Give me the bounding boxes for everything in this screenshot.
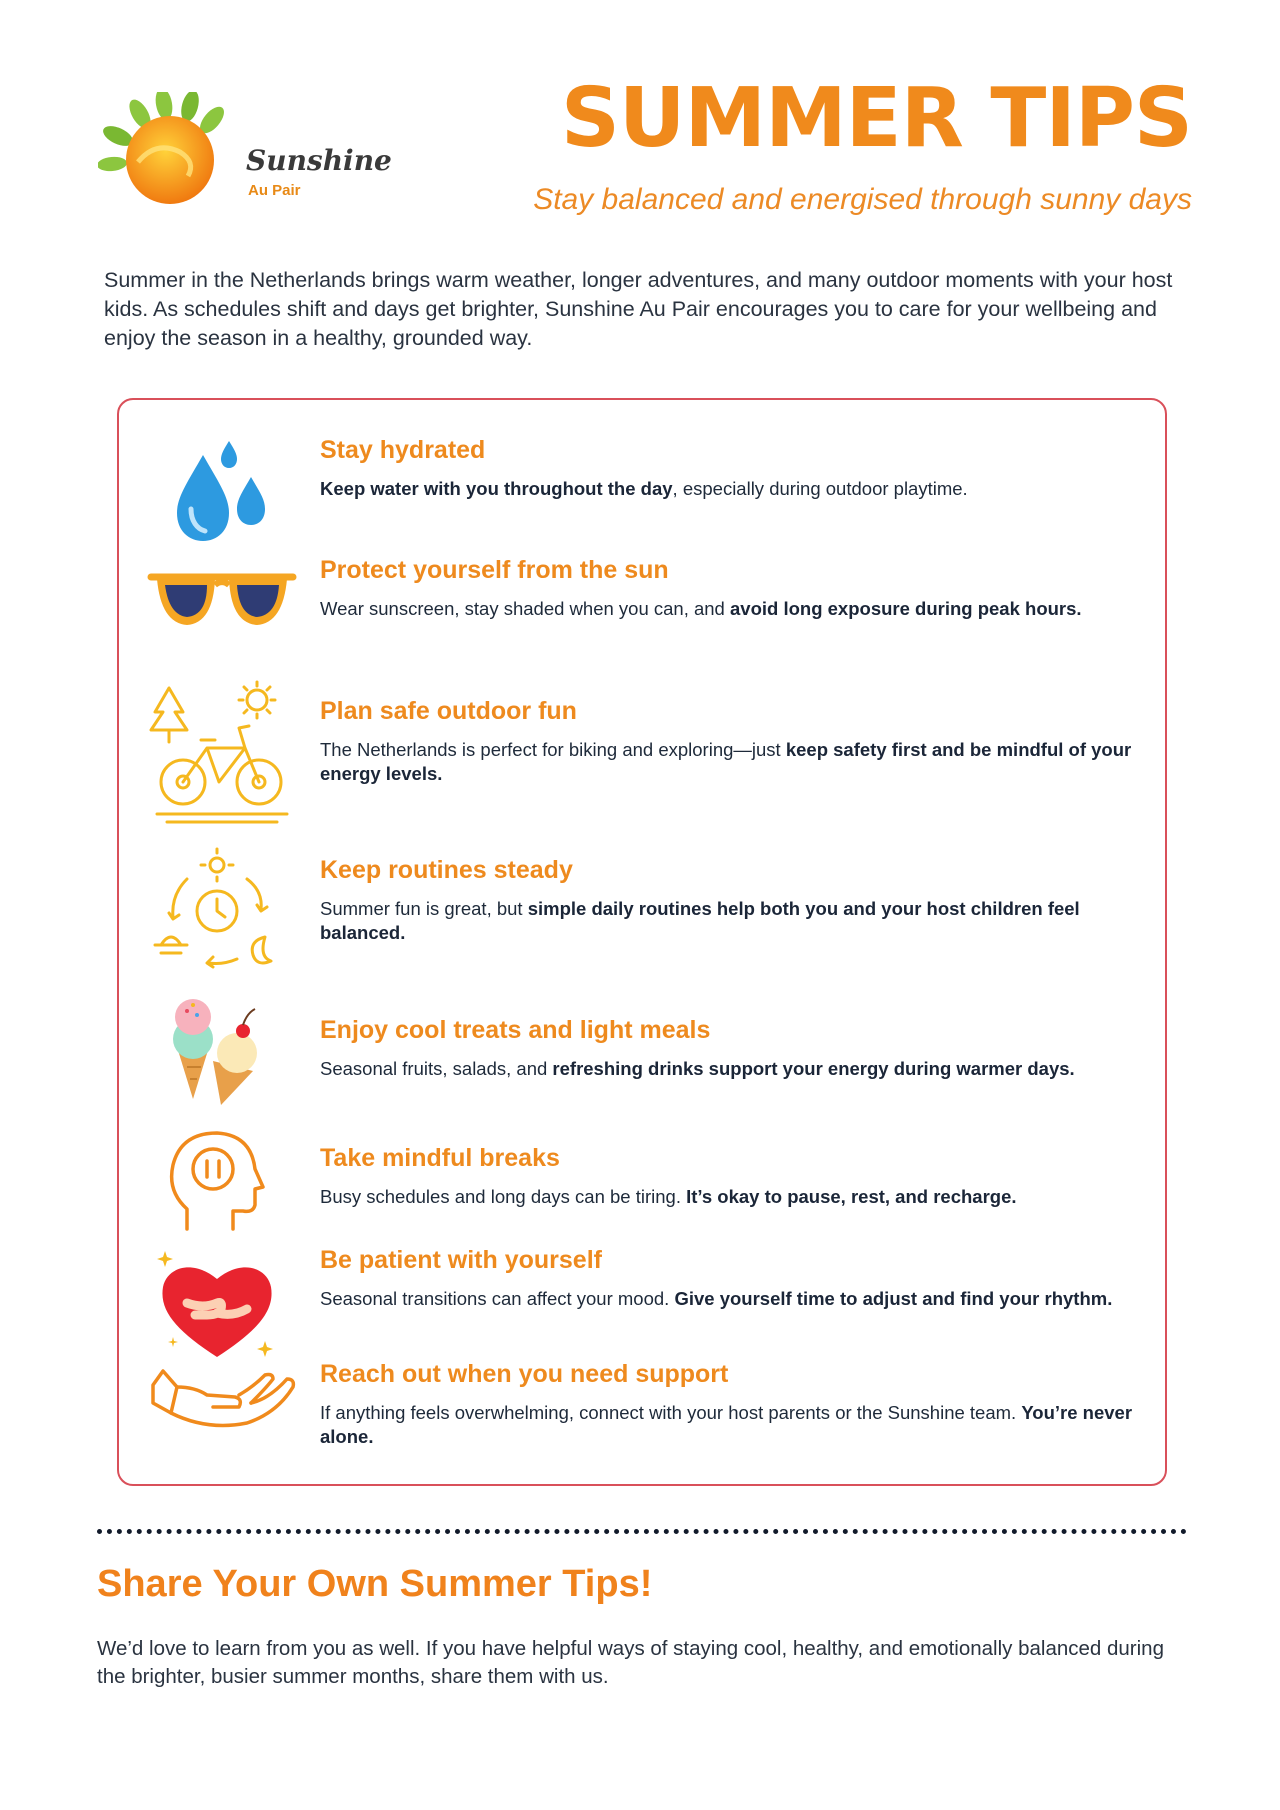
sunglasses-icon: [147, 555, 287, 675]
share-section-title: Share Your Own Summer Tips!: [97, 1563, 653, 1605]
tip-heading: Keep routines steady: [320, 856, 573, 884]
tip-body: Keep water with you throughout the day, especially during outdoor playtime.: [320, 478, 968, 499]
tip-body: Seasonal transitions can affect your mood. Give yourself time to adjust and find your rhythm.: [320, 1288, 1113, 1309]
brand-subname: Au Pair: [248, 182, 301, 199]
intro-paragraph: Summer in the Netherlands brings warm weather, longer adventures, and many outdoor moments with your host kids. As schedules shift and days get brighter, Sunshine Au Pair encourages you to care for your wellbeing and enjoy the season in a healthy, grounded way.: [104, 268, 1173, 350]
water-drops-icon: [147, 435, 287, 555]
tip-body: Summer fun is great, but simple daily routines help both you and your host children feel balanced.: [320, 898, 1080, 943]
tip-heading: Reach out when you need support: [320, 1360, 729, 1388]
support-hand-icon: [147, 1365, 287, 1485]
tip-body: If anything feels overwhelming, connect with your host parents or the Sunshine team. You’re never alone.: [320, 1402, 1133, 1447]
daily-routine-icon: [147, 845, 287, 965]
section-divider: [97, 1529, 1187, 1534]
tip-body: Wear sunscreen, stay shaded when you can, and avoid long exposure during peak hours.: [320, 598, 1082, 619]
tip-heading: Protect yourself from the sun: [320, 556, 669, 584]
mindful-pause-icon: [147, 1125, 287, 1245]
self-hug-heart-icon: [147, 1245, 287, 1365]
tip-heading: Enjoy cool treats and light meals: [320, 1016, 711, 1044]
brand-logo: [98, 92, 398, 212]
page-subtitle: Stay balanced and energised through sunny days: [533, 183, 1192, 216]
tip-body: Busy schedules and long days can be tiring. It’s okay to pause, rest, and recharge.: [320, 1186, 1017, 1207]
tip-heading: Be patient with yourself: [320, 1246, 602, 1274]
tip-body: The Netherlands is perfect for biking and exploring—just keep safety first and be mindful of your energy levels.: [320, 739, 1132, 784]
bike-outdoor-icon: [147, 678, 287, 798]
tip-heading: Stay hydrated: [320, 436, 486, 464]
tip-heading: Take mindful breaks: [320, 1144, 560, 1172]
page-title: SUMMER TIPS: [560, 71, 1192, 166]
brand-name: Sunshine: [246, 144, 392, 177]
share-section-body: We’d love to learn from you as well. If you have helpful ways of staying cool, healthy, and emotionally balanced during the brighter, busier summer months, share them with us.: [97, 1637, 1164, 1688]
ice-cream-icon: [147, 995, 287, 1115]
tips-card: [117, 398, 1167, 1486]
tip-body: Seasonal fruits, salads, and refreshing drinks support your energy during warmer days.: [320, 1058, 1075, 1079]
sun-logo-icon: [98, 92, 248, 212]
tip-heading: Plan safe outdoor fun: [320, 697, 577, 725]
